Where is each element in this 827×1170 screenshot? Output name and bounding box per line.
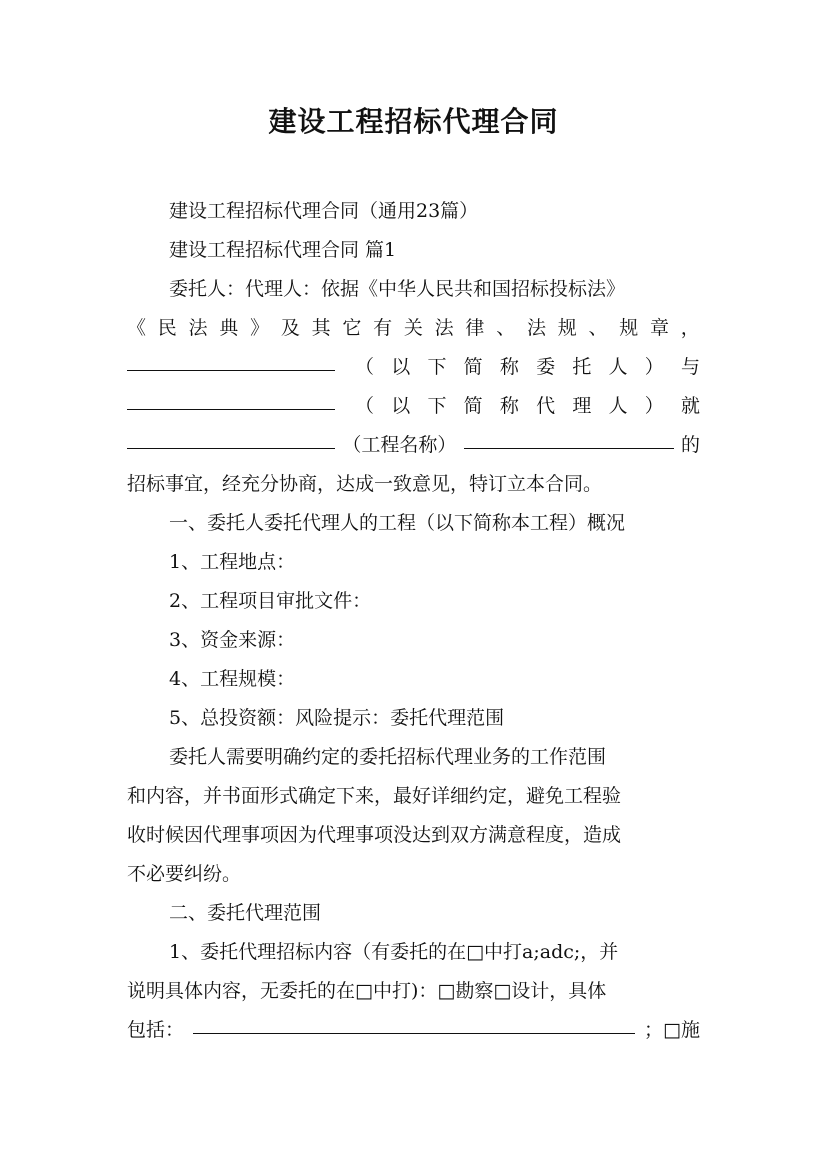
paragraph-line: 说明具体内容，无委托的在□中打)：□勘察□设计，具体 — [127, 980, 607, 1002]
document-title: 建设工程招标代理合同 — [268, 105, 559, 138]
char: 人 — [608, 356, 628, 378]
document-body — [127, 192, 700, 1050]
fill-blank — [193, 1011, 635, 1034]
char: 、 — [496, 317, 516, 339]
char: 其 — [311, 317, 331, 339]
list-item: 1、工程地点： — [169, 551, 296, 573]
char: 简 — [463, 356, 483, 378]
char: 《 — [127, 317, 147, 339]
paragraph-line: 委托人：代理人：依据《中华人民共和国招标投标法》 — [169, 278, 626, 300]
char: 、 — [588, 317, 608, 339]
char: 与 — [680, 356, 700, 378]
char: （ — [355, 395, 375, 417]
line-start-text: 包括： — [127, 1019, 185, 1041]
paragraph-line: 不必要纠纷。 — [127, 863, 242, 885]
paragraph-line-justified — [127, 309, 700, 348]
char: 法 — [188, 317, 208, 339]
paragraph-line: 委托人需要明确约定的委托招标代理业务的工作范围 — [169, 746, 607, 768]
char: 下 — [427, 356, 447, 378]
char: 理 — [572, 395, 592, 417]
char: ） — [644, 356, 664, 378]
section-heading: 建设工程招标代理合同 篇1 — [169, 239, 397, 261]
char: 典 — [219, 317, 239, 339]
list-item: 3、资金来源： — [169, 629, 296, 651]
char: 章 — [650, 317, 670, 339]
char: ， — [680, 317, 700, 339]
char: 它 — [342, 317, 362, 339]
char: 下 — [427, 395, 447, 417]
char: 称 — [499, 395, 519, 417]
fill-blank — [127, 426, 335, 449]
section-heading: 二、委托代理范围 — [169, 902, 322, 924]
paragraph-line-blank-agent — [127, 387, 700, 426]
char: 法 — [434, 317, 454, 339]
paragraph-line-blank-principal — [127, 348, 700, 387]
char: 关 — [403, 317, 423, 339]
char: 》 — [250, 317, 270, 339]
char: 简 — [463, 395, 483, 417]
char: 规 — [557, 317, 577, 339]
paragraph-line-blank-project — [127, 426, 700, 465]
char: 及 — [280, 317, 300, 339]
char: 就 — [680, 395, 700, 417]
list-item: 5、总投资额：风险提示：委托代理范围 — [169, 707, 505, 729]
char: 以 — [391, 395, 411, 417]
line-end-char: 的 — [680, 434, 700, 456]
project-name-caption: （工程名称） — [342, 434, 457, 456]
char: ） — [644, 395, 664, 417]
char: 代 — [536, 395, 556, 417]
char: 以 — [391, 356, 411, 378]
char: 人 — [608, 395, 628, 417]
paragraph-line: 和内容，并书面形式确定下来，最好详细约定，避免工程验 — [127, 785, 622, 807]
char: 有 — [373, 317, 393, 339]
paragraph-line: 收时候因代理事项因为代理事项没达到双方满意程度，造成 — [127, 824, 622, 846]
line-end-text: ；□施 — [644, 1019, 700, 1041]
char: 律 — [465, 317, 485, 339]
paragraph-line-blank-scope — [127, 1011, 700, 1050]
fill-blank — [464, 426, 674, 449]
fill-blank — [127, 348, 335, 371]
char: 民 — [157, 317, 177, 339]
list-item: 2、工程项目审批文件： — [169, 590, 372, 612]
section-heading: 一、委托人委托代理人的工程（以下简称本工程）概况 — [169, 512, 626, 534]
list-item: 4、工程规模： — [169, 668, 296, 690]
char: 法 — [526, 317, 546, 339]
blank-caption — [355, 348, 700, 387]
paragraph-line: 招标事宜，经充分协商，达成一致意见，特订立本合同。 — [127, 473, 603, 495]
char: 委 — [536, 356, 556, 378]
blank-caption — [355, 387, 700, 426]
char: 托 — [572, 356, 592, 378]
char: （ — [355, 356, 375, 378]
char: 称 — [499, 356, 519, 378]
paragraph-line: 1、委托代理招标内容（有委托的在□中打a;adc;，并 — [169, 941, 619, 963]
fill-blank — [127, 387, 335, 410]
subtitle-line: 建设工程招标代理合同（通用23篇） — [169, 200, 479, 222]
char: 规 — [619, 317, 639, 339]
